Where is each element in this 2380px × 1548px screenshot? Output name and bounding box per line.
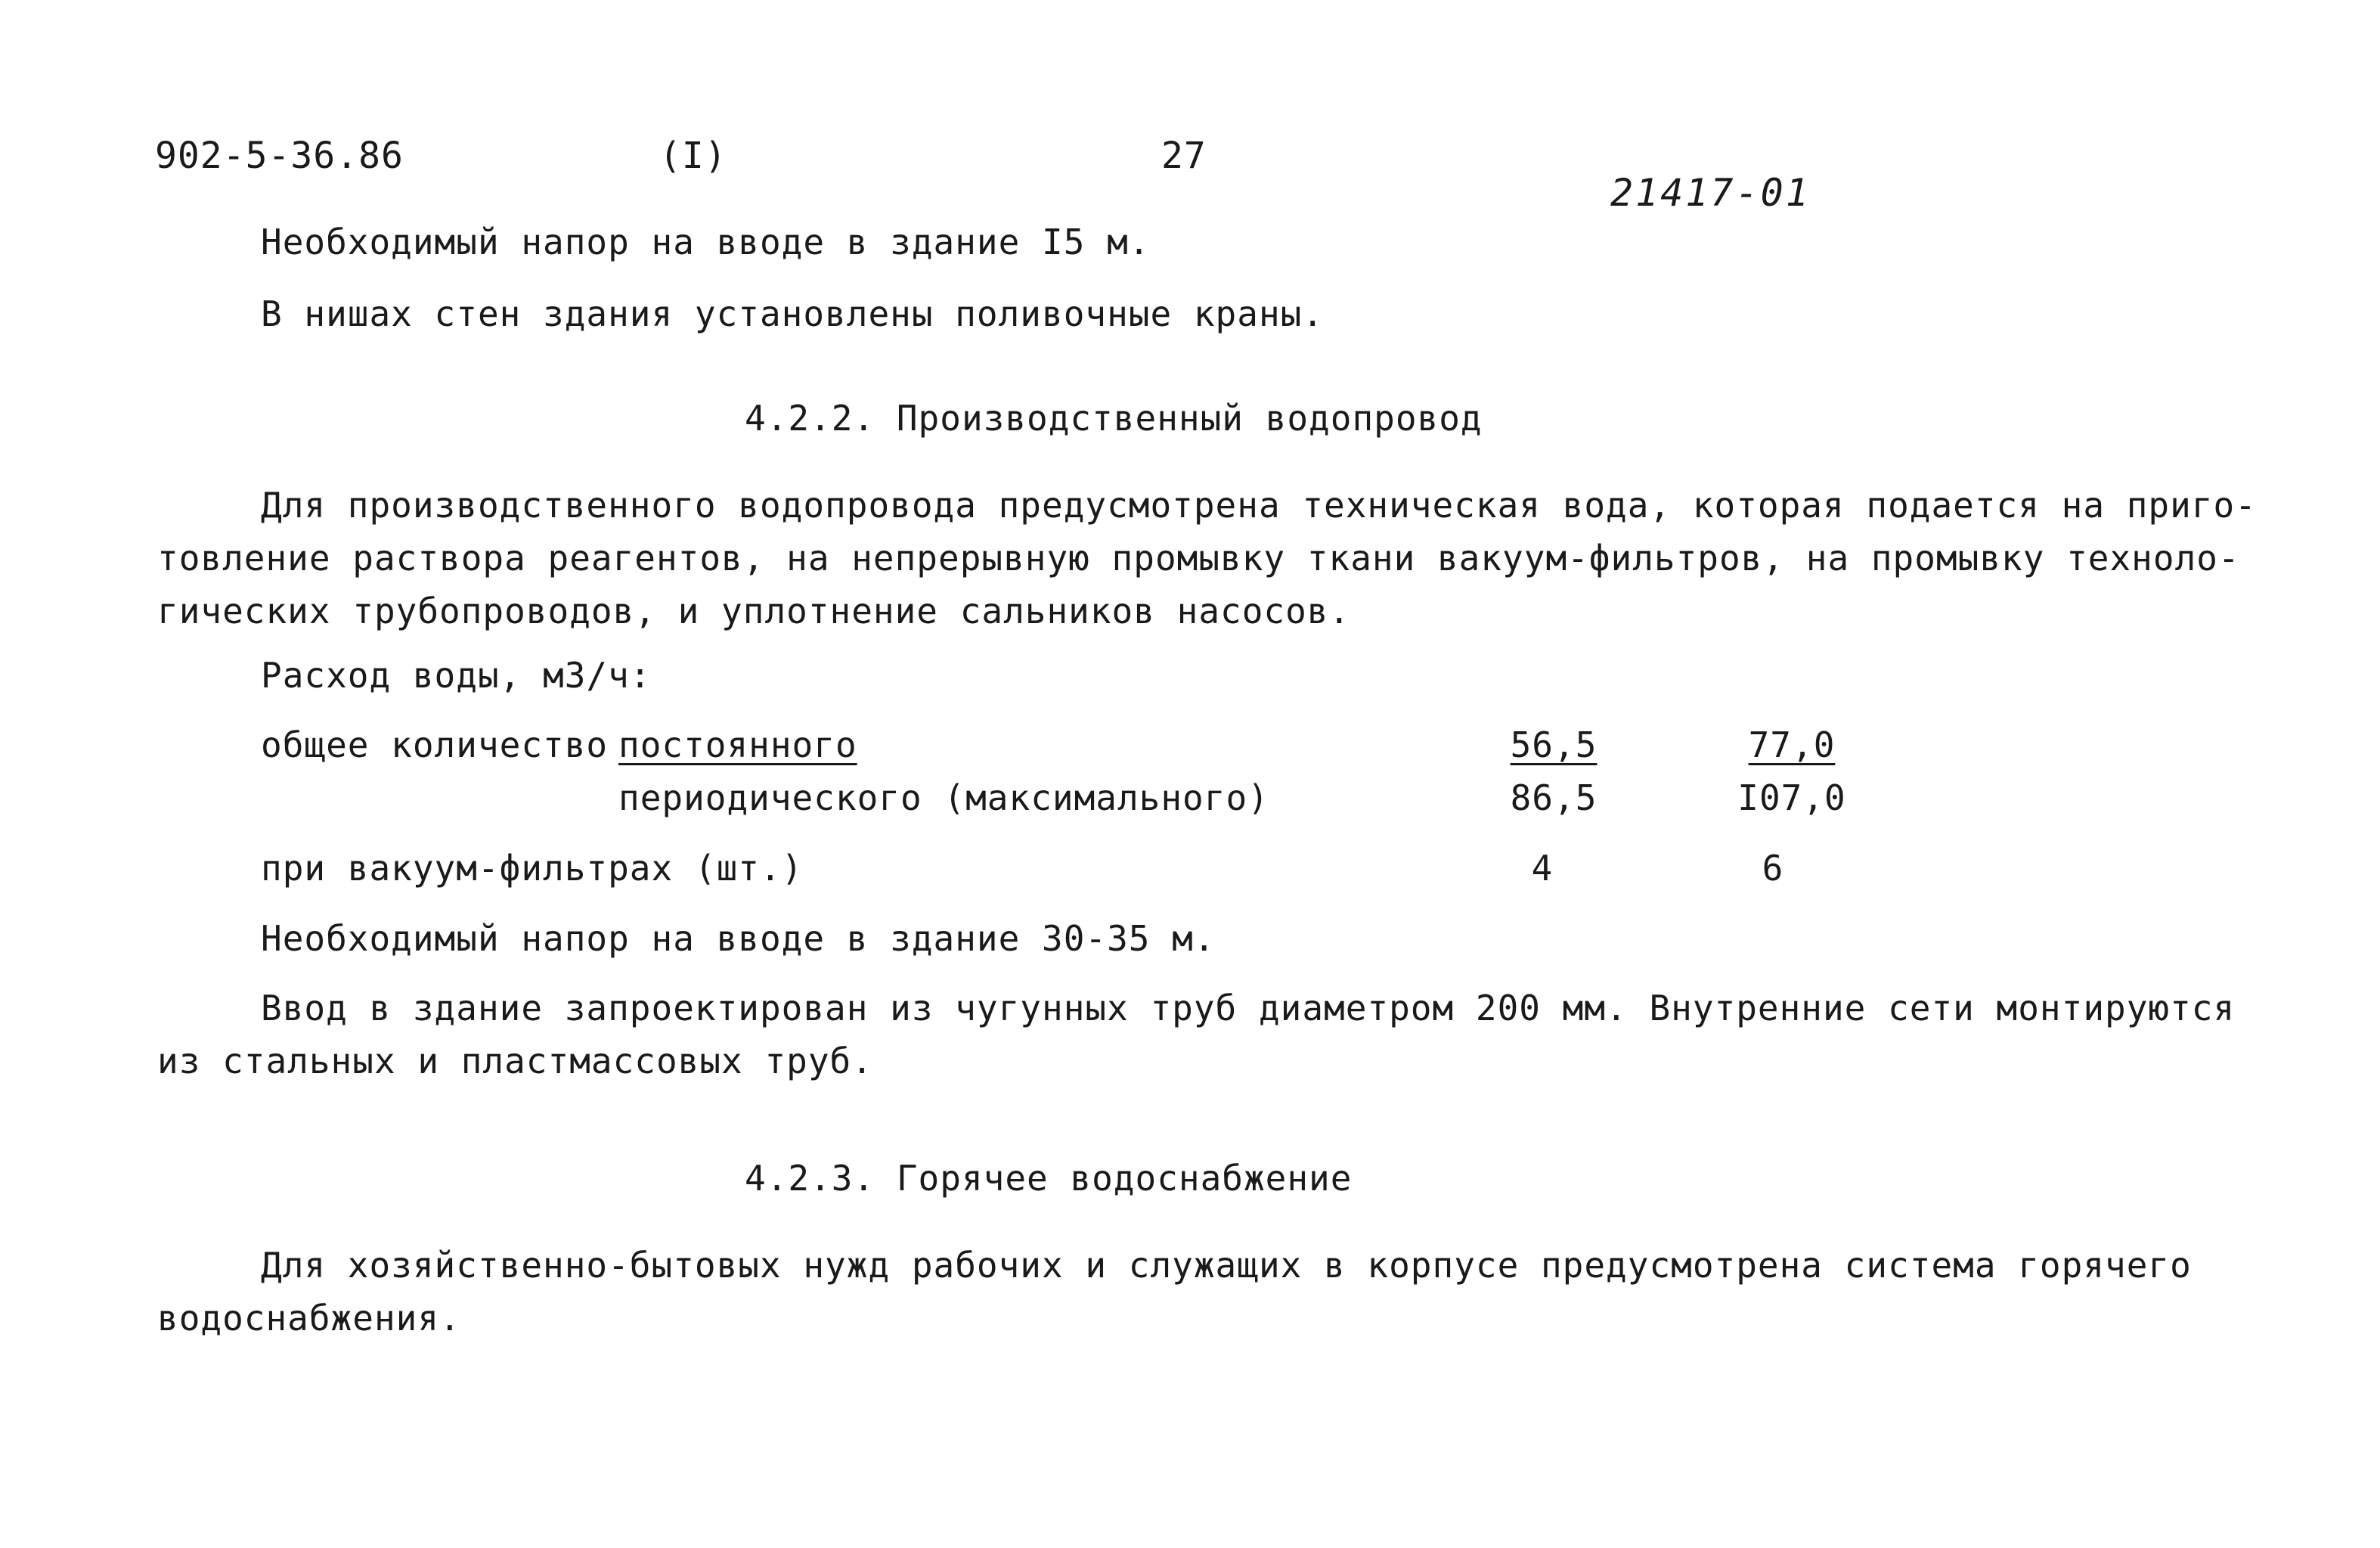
vacuum-filters-label: при вакуум-фильтрах (шт.)	[261, 848, 804, 889]
constant-label: постоянного	[618, 724, 857, 765]
inventory-stamp: 21417-01	[1610, 171, 1811, 215]
paragraph-line: из стальных и пластмассовых труб.	[157, 1041, 873, 1081]
paragraph-line: водоснабжения.	[157, 1298, 461, 1339]
constant-value-variant-1: 56,5	[1510, 724, 1598, 765]
filters-value-variant-1: 4	[1531, 848, 1554, 889]
periodic-label: периодического (максимального)	[618, 777, 1269, 818]
paragraph-line: Для производственного водопровода предусмотрена техническая вода, которая подается на приго-	[261, 485, 2257, 526]
page-number: 27	[1161, 135, 1207, 177]
total-quantity-label: общее количество	[261, 724, 609, 765]
periodic-value-variant-2: I07,0	[1737, 777, 1846, 818]
flow-label: Расход воды, м3/ч:	[261, 655, 652, 696]
section-heading-4-2-2: 4.2.2. Производственный водопровод	[745, 398, 1483, 439]
periodic-value-variant-1: 86,5	[1510, 777, 1598, 818]
doc-code: 902-5-36.86	[155, 135, 404, 177]
section-heading-4-2-3: 4.2.3. Горячее водоснабжение	[745, 1158, 1353, 1199]
constant-value-variant-2: 77,0	[1748, 724, 1836, 765]
part-number: (I)	[659, 135, 727, 177]
paragraph-line: товление раствора реагентов, на непрерывную промывку ткани вакуум-фильтров, на промывку техноло-	[157, 538, 2240, 579]
paragraph-line: Ввод в здание запроектирован из чугунных труб диаметром 200 мм. Внутренние сети монтируются	[261, 988, 2236, 1028]
paragraph-line: гических трубопроводов, и уплотнение сальников насосов.	[157, 591, 1351, 631]
filters-value-variant-2: 6	[1762, 848, 1784, 889]
paragraph-line: Для хозяйственно-бытовых нужд рабочих и служащих в корпусе предусмотрена система горячего	[261, 1245, 2192, 1286]
pressure-line-industrial: Необходимый напор на вводе в здание 30-35 м.	[261, 918, 1216, 959]
watering-taps-line: В нишах стен здания установлены поливочные краны.	[261, 293, 1325, 334]
pressure-line-domestic: Необходимый напор на вводе в здание I5 м.	[261, 222, 1151, 262]
